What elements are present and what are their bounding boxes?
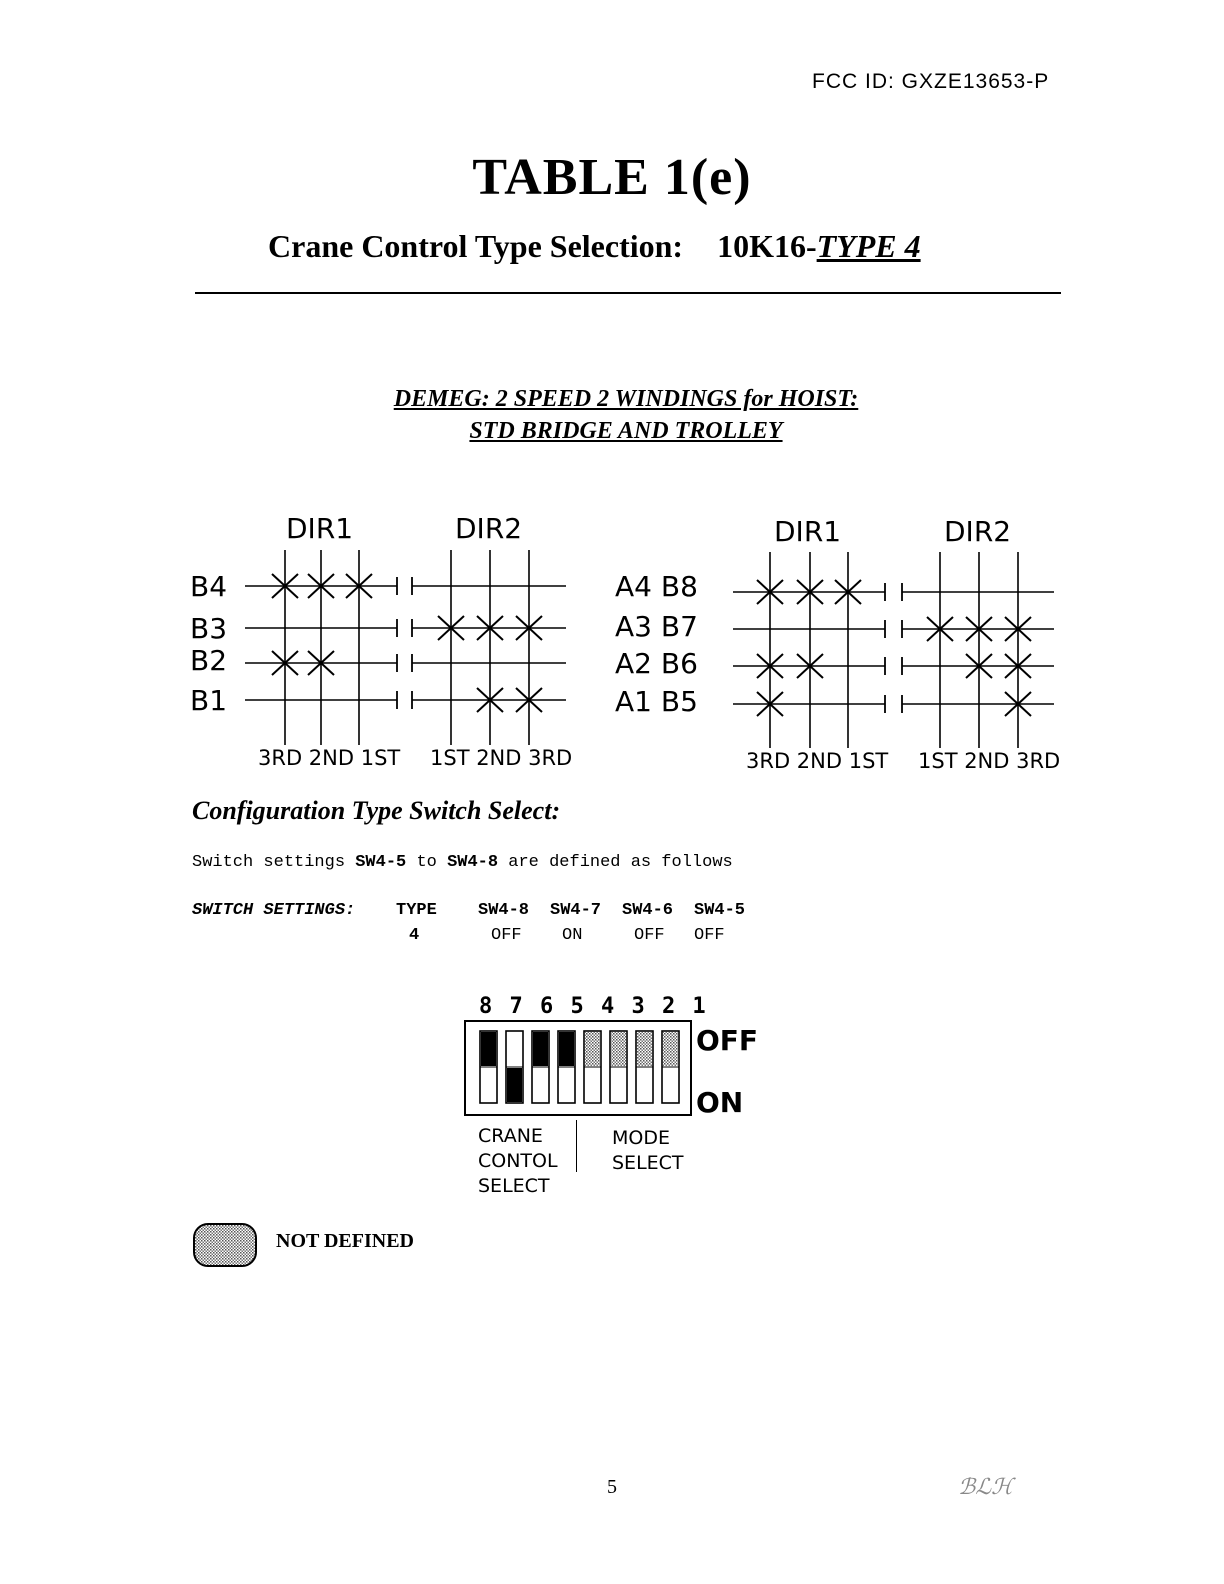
off-label: OFF — [696, 1024, 759, 1057]
right-dir2-speeds: 1ST 2ND 3RD — [918, 749, 1061, 773]
section-heading-line2: STD BRIDGE AND TROLLEY — [469, 418, 783, 444]
switch-settings-label: SWITCH SETTINGS: — [192, 901, 356, 920]
crane-control-select-label — [478, 1124, 558, 1199]
switch-description — [192, 853, 733, 872]
left-row-label: B1 — [190, 684, 228, 717]
left-dir2-label: DIR2 — [455, 512, 523, 545]
desc-sw-a: SW4-5 — [355, 853, 407, 872]
subtitle-code-type: TYPE 4 — [816, 228, 921, 264]
not-defined-swatch — [192, 1222, 258, 1268]
dip-knob-on — [507, 1068, 522, 1102]
right-row-label: A2 B6 — [615, 647, 698, 680]
dip-knob-off — [533, 1032, 548, 1066]
switch-value: OFF — [491, 926, 522, 945]
dip-switch-body — [465, 1021, 691, 1115]
label-line: MODE — [612, 1127, 670, 1149]
dip-knob-undefined — [637, 1032, 652, 1066]
on-label: ON — [696, 1086, 744, 1119]
dip-numbers: 8 7 6 5 4 3 2 1 — [479, 994, 708, 1019]
desc-mid: to — [416, 853, 437, 872]
switch-value: OFF — [634, 926, 665, 945]
dip-knob-off — [481, 1032, 496, 1066]
type-value: 4 — [409, 926, 420, 945]
right-dir1-speeds: 3RD 2ND 1ST — [746, 749, 889, 773]
type-label: TYPE — [396, 901, 437, 920]
switch-name: SW4-5 — [694, 901, 746, 920]
left-dir1-label: DIR1 — [286, 512, 354, 545]
right-dir1-label: DIR1 — [774, 515, 842, 548]
label-line: CRANE — [478, 1125, 543, 1147]
subtitle-text: Crane Control Type Selection: — [268, 228, 684, 264]
switch-value: OFF — [694, 926, 725, 945]
switch-name: SW4-7 — [550, 901, 602, 920]
diagram-left — [190, 512, 572, 770]
page-title: TABLE 1(e) — [472, 149, 752, 206]
switch-value: ON — [562, 926, 583, 945]
diagram-right — [615, 515, 1060, 773]
subtitle-code-prefix: 10K16- — [717, 228, 817, 264]
dip-knob-undefined — [611, 1032, 626, 1066]
right-row-label: A1 B5 — [615, 685, 698, 718]
right-contact-grid — [733, 552, 1054, 748]
left-row-label: B4 — [190, 570, 228, 603]
desc-pre: Switch settings — [192, 853, 346, 872]
switch-name: SW4-8 — [478, 901, 530, 920]
fcc-id: FCC ID: GXZE13653-P — [812, 70, 1050, 93]
left-dir1-speeds: 3RD 2ND 1ST — [258, 746, 401, 770]
label-divider — [576, 1120, 577, 1172]
legend-text: NOT DEFINED — [276, 1230, 414, 1252]
left-dir2-speeds: 1ST 2ND 3RD — [430, 746, 573, 770]
left-contact-grid — [245, 550, 566, 745]
right-dir2-label: DIR2 — [944, 515, 1012, 548]
mode-select-label — [612, 1126, 684, 1176]
label-line: CONTOL — [478, 1150, 558, 1172]
right-row-label: A4 B8 — [615, 570, 698, 603]
desc-post: are defined as follows — [508, 853, 733, 872]
page-number: 5 — [607, 1476, 617, 1498]
config-heading: Configuration Type Switch Select: — [192, 796, 561, 825]
dip-knob-undefined — [663, 1032, 678, 1066]
label-line: SELECT — [612, 1152, 684, 1174]
desc-sw-b: SW4-8 — [447, 853, 499, 872]
right-row-label: A3 B7 — [615, 610, 698, 643]
left-row-label: B3 — [190, 612, 228, 645]
label-line: SELECT — [478, 1175, 550, 1197]
dip-knob-off — [559, 1032, 574, 1066]
dip-knob-undefined — [585, 1032, 600, 1066]
switch-name: SW4-6 — [622, 901, 674, 920]
dip-switch — [460, 1018, 700, 1120]
section-heading-line1: DEMEG: 2 SPEED 2 WINDINGS for HOIST: — [393, 386, 859, 412]
signature-mark: ℬℒℋ — [958, 1474, 1013, 1499]
left-row-label: B2 — [190, 644, 228, 677]
